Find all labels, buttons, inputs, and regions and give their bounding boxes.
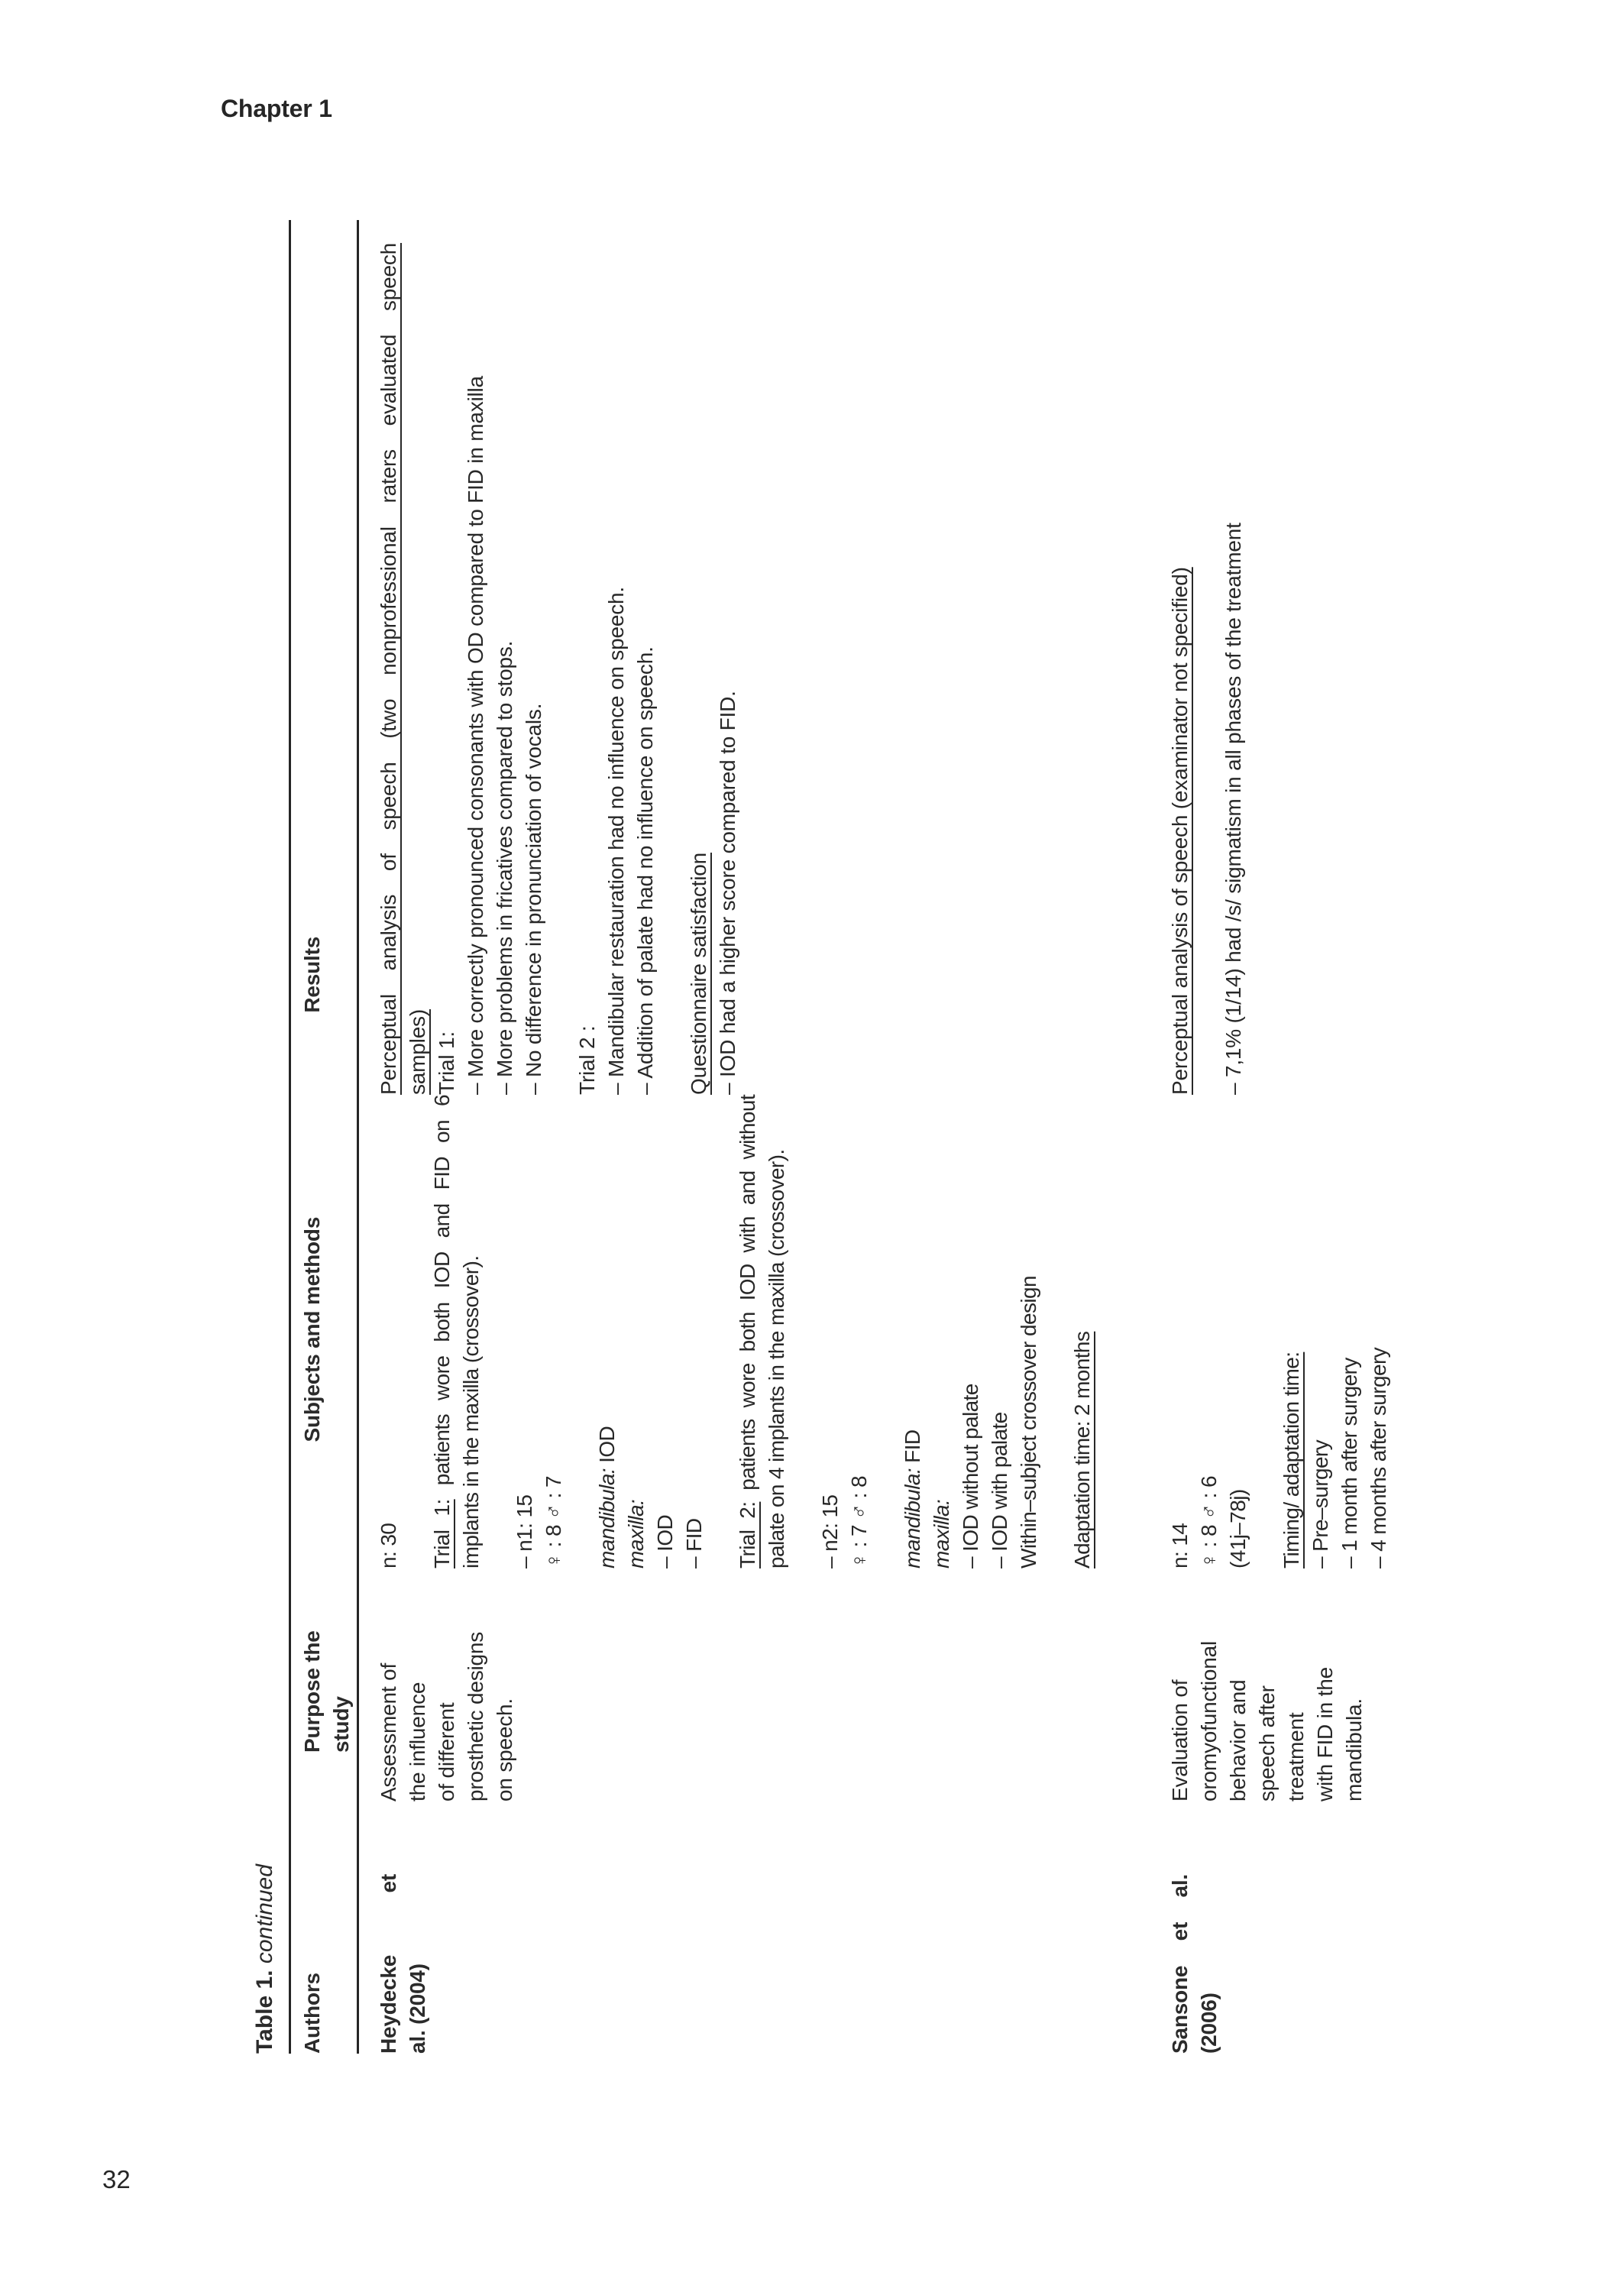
text-line: Evaluation of (1168, 1679, 1192, 1802)
table-row (359, 220, 1150, 2054)
text-line: – More problems in fricatives compared to stops. (493, 640, 516, 1095)
questionnaire-heading: Questionnaire satisfaction (687, 853, 710, 1095)
text-line: mandibula: IOD (595, 1426, 619, 1568)
text-line: – FID (682, 1518, 706, 1568)
text-line: the influence (406, 1682, 429, 1802)
text-line: behavior and (1226, 1679, 1250, 1802)
table-title (252, 220, 280, 2054)
trial1-label: Trial 1: (430, 1499, 454, 1568)
text-line: Authors (300, 1973, 324, 2054)
text-line: Results (300, 936, 324, 1013)
text-line: – IOD had a higher score compared to FID. (716, 691, 739, 1095)
subjects-cell (359, 1095, 1150, 1568)
text-line: prosthetic designs (464, 1631, 487, 1802)
questionnaire-findings (713, 243, 742, 1095)
text-line: ♀ : 8 ♂ : 7 (542, 1476, 565, 1568)
text-line: – 4 months after surgery (1367, 1347, 1390, 1568)
spacer (486, 1095, 510, 1568)
text-line: – Pre–surgery (1309, 1439, 1332, 1568)
table-title-continued: continued (252, 1864, 277, 1970)
text-line: Trial 1: patients wore both IOD and FID on 6 (430, 1095, 454, 1568)
text-line: mandibula. (1342, 1698, 1366, 1802)
trial2-label: Trial 2 : (575, 1025, 599, 1095)
spacer (709, 1095, 733, 1568)
mandibula-label: mandibula: (901, 1468, 924, 1568)
spacer (1253, 1095, 1277, 1568)
column-header-results (299, 220, 357, 1013)
text-line: with FID in the (1313, 1667, 1337, 1802)
text-line: – More correctly pronounced consonants with OD compared to FID in maxilla (464, 376, 487, 1095)
spacer (660, 243, 684, 1095)
trial2-findings (602, 243, 660, 1095)
column-header-purpose (299, 1442, 357, 1753)
trial1-paragraph (428, 1095, 486, 1568)
text-line: – No difference in pronunciation of vocals. (522, 703, 545, 1095)
text-line: mandibula: FID (901, 1429, 924, 1568)
rotated-table (252, 220, 1421, 2054)
text-line: Purpose the (300, 1630, 324, 1753)
column-header-authors (299, 1753, 357, 2054)
text-line: – n2: 15 (818, 1494, 842, 1568)
spacer (874, 1095, 898, 1568)
results-heading (374, 243, 432, 1095)
spacer (791, 1095, 816, 1568)
text-line: Assessment of (377, 1662, 400, 1802)
text-line: – 1 month after surgery (1338, 1358, 1361, 1568)
text-line: ♀ : 8 ♂ : 6 (1197, 1476, 1221, 1568)
results-findings (1219, 243, 1248, 1095)
text-line: – Addition of palate had no influence on speech. (633, 646, 657, 1095)
purpose-cell (1150, 1568, 1422, 1802)
text-line: – IOD without palate (959, 1384, 982, 1568)
column-header-subjects (299, 1013, 357, 1442)
text-line: Subjects and methods (300, 1216, 324, 1442)
trial1-list (510, 1095, 568, 1568)
text-line: – Mandibular restauration had no influence on speech. (604, 587, 628, 1095)
spacer (1043, 1095, 1068, 1568)
text-line: – IOD (653, 1514, 677, 1568)
page-number: 32 (102, 2165, 131, 2193)
text-line: on speech. (493, 1698, 516, 1802)
trial1-label: Trial 1: (435, 1031, 458, 1095)
table-title-number: Table 1. (252, 1970, 277, 2054)
text-line: (2006) (1197, 1993, 1221, 2054)
spacer (568, 1095, 593, 1568)
maxilla-label: maxilla: (624, 1499, 648, 1568)
text-line: palate on 4 implants in the maxilla (crossover). (765, 1149, 788, 1568)
text-line: speech after (1255, 1685, 1279, 1802)
maxilla-label: maxilla: (930, 1499, 953, 1568)
text-line: Perceptual analysis of speech (two nonprofessional raters evaluated speech (377, 243, 400, 1095)
results-heading: Perceptual analysis of speech (examinator not specified) (1168, 567, 1192, 1095)
timing-list (1306, 1095, 1393, 1568)
text-line: – IOD with palate (988, 1412, 1011, 1568)
table-header-row (291, 220, 357, 2054)
sample-lines (1166, 1095, 1253, 1568)
maxilla1-list (651, 1095, 709, 1568)
chapter-header: Chapter 1 (221, 95, 332, 122)
text-line: oromyofunctional (1197, 1640, 1221, 1802)
trial2-paragraph (733, 1095, 791, 1568)
text-line: – n1: 15 (513, 1494, 536, 1568)
text-line: Within–subject crossover design (1017, 1276, 1040, 1568)
table-row (1150, 220, 1422, 2054)
text-line: al. (2004) (406, 1963, 429, 2054)
authors-cell (359, 1802, 1150, 2054)
text-line: – 7,1% (1/14) had /s/ sigmatism in all phases of the treatment (1221, 523, 1245, 1095)
text-line: n: 14 (1168, 1523, 1192, 1568)
authors-cell (1150, 1802, 1422, 2054)
text-line: treatment (1284, 1712, 1308, 1802)
text-line: Sansone et al. (1168, 1874, 1192, 2054)
text-line: study (329, 1696, 353, 1753)
text-line: of different (435, 1702, 458, 1802)
adaptation-time-label: Adaptation time: 2 months (1070, 1331, 1094, 1568)
text-line: n: 30 (377, 1523, 400, 1568)
text-line: Heydecke et (377, 1874, 400, 2054)
mandibula-label: mandibula: (595, 1468, 619, 1568)
subjects-cell (1150, 1095, 1422, 1568)
trial1-findings (461, 243, 548, 1095)
spacer (403, 1095, 428, 1568)
trial2-label: Trial 2: (736, 1501, 759, 1568)
spacer (548, 243, 573, 1095)
text-line: samples) (406, 1009, 429, 1095)
results-cell (1150, 220, 1422, 1095)
text-line: (41j–78j) (1226, 1489, 1250, 1568)
spacer (1195, 243, 1219, 1095)
maxilla2-list (956, 1095, 1043, 1568)
purpose-cell (359, 1568, 1150, 1802)
trial2-list (816, 1095, 874, 1568)
timing-label: Timing/ adaptation time: (1279, 1352, 1303, 1568)
results-cell (359, 220, 1150, 1095)
text-line: implants in the maxilla (crossover). (459, 1255, 483, 1568)
text-line: Trial 2: patients wore both IOD with and without (736, 1094, 759, 1568)
text-line: ♀ : 7 ♂ : 8 (847, 1476, 871, 1568)
